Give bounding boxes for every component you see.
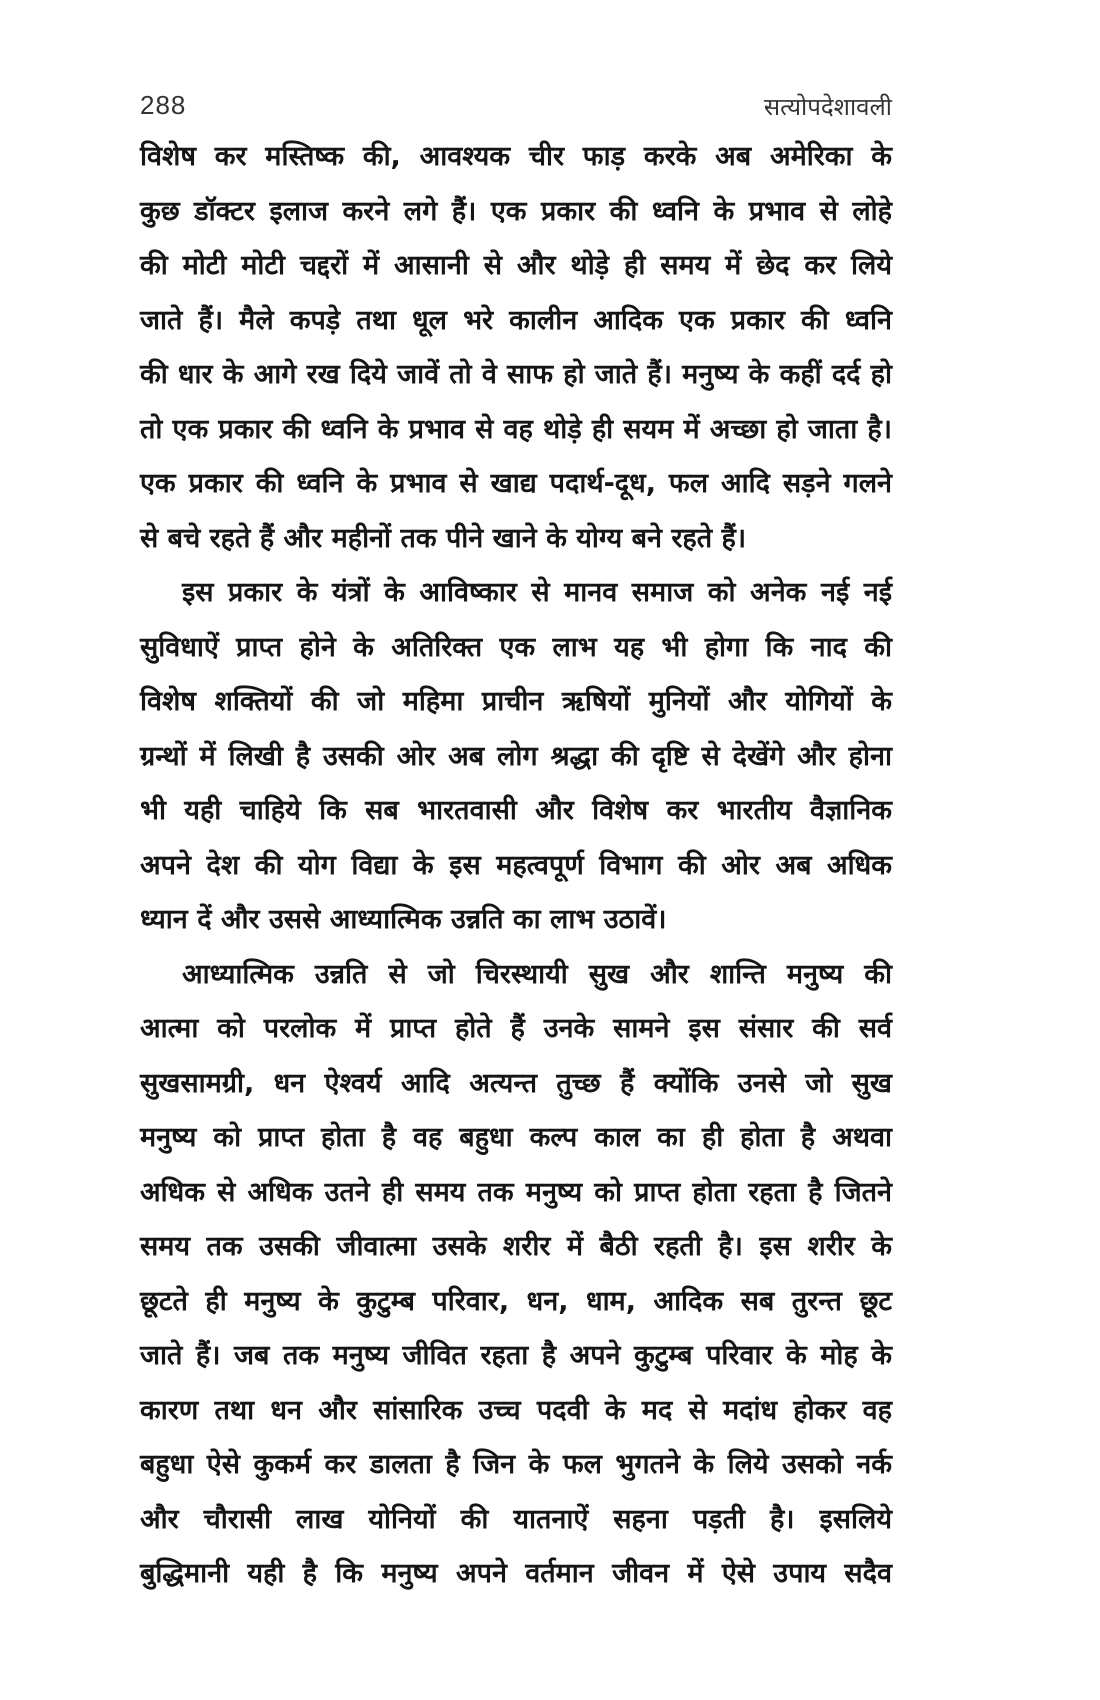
text-line: आध्यात्मिक उन्नति से जो चिरस्थायी सुख और शान्ति मनुष्य की xyxy=(182,958,892,990)
text-line: ग्रन्थों में लिखी है उसकी ओर अब लोग श्रद्धा की दृष्टि से देखेंगे और होना xyxy=(140,740,892,772)
text-line: आत्मा को परलोक में प्राप्त होते हैं उनके सामने इस संसार की सर्व xyxy=(140,1013,892,1044)
text-line: अपने देश की योग विद्या के इस महत्वपूर्ण विभाग की ओर अब अधिक xyxy=(140,849,892,881)
text-line: जाते हैं। जब तक मनुष्य जीवित रहता है अपने कुटुम्ब परिवार के मोह के xyxy=(140,1340,892,1371)
text-line: कारण तथा धन और सांसारिक उच्च पदवी के मद से मदांध होकर वह xyxy=(140,1394,892,1426)
text-line: समय तक उसकी जीवात्मा उसके शरीर में बैठी रहती है। इस शरीर के xyxy=(140,1231,892,1262)
text-line: एक प्रकार की ध्वनि के प्रभाव से खाद्य पदार्थ-दूध, फल आदि सड़ने गलने xyxy=(140,468,892,499)
text-line: छूटते ही मनुष्य के कुटुम्ब परिवार, धन, धाम, आदिक सब तुरन्त छूट xyxy=(140,1285,892,1317)
text-line: बहुधा ऐसे कुकर्म कर डालता है जिन के फल भुगतने के लिये उसको नर्क xyxy=(140,1449,892,1480)
text-line: और चौरासी लाख योनियों की यातनाऐं सहना पड़ती है। इसलिये xyxy=(140,1503,892,1535)
page-number: 288 xyxy=(140,90,187,120)
text-line: सुविधाऐं प्राप्त होने के अतिरिक्त एक लाभ यह भी होगा कि नाद की xyxy=(140,631,892,663)
text-line: ध्यान दें और उससे आध्यात्मिक उन्नति का लाभ उठावें। xyxy=(140,904,667,935)
text-line: सुखसामग्री, धन ऐश्वर्य आदि अत्यन्त तुच्छ हैं क्योंकि उनसे जो सुख xyxy=(140,1067,892,1099)
text-line: मनुष्य को प्राप्त होता है वह बहुधा कल्प काल का ही होता है अथवा xyxy=(140,1122,892,1153)
text-line: की धार के आगे रख दिये जावें तो वे साफ हो जाते हैं। मनुष्य के कहीं दर्द हो xyxy=(140,359,892,390)
running-header xyxy=(140,90,892,130)
text-line: तो एक प्रकार की ध्वनि के प्रभाव से वह थोड़े ही सयम में अच्छा हो जाता है। xyxy=(140,413,892,445)
text-line: विशेष शक्तियों की जो महिमा प्राचीन ऋषियों मुनियों और योगियों के xyxy=(140,686,892,717)
text-line: इस प्रकार के यंत्रों के आविष्कार से मानव समाज को अनेक नई नई xyxy=(182,577,892,608)
text-line: भी यही चाहिये कि सब भारतवासी और विशेष कर भारतीय वैज्ञानिक xyxy=(140,795,892,826)
paragraph xyxy=(140,948,892,1602)
text-line: जाते हैं। मैले कपड़े तथा धूल भरे कालीन आदिक एक प्रकार की ध्वनि xyxy=(140,304,892,336)
book-title: सत्योपदेशावली xyxy=(763,93,892,121)
paragraph xyxy=(140,130,892,566)
text-line: विशेष कर मस्तिष्क की, आवश्यक चीर फाड़ करके अब अमेरिका के xyxy=(140,141,892,172)
text-line: की मोटी मोटी चद्दरों में आसानी से और थोड़े ही समय में छेद कर लिये xyxy=(140,250,892,281)
text-line: अधिक से अधिक उतने ही समय तक मनुष्य को प्राप्त होता रहता है जितने xyxy=(140,1176,892,1208)
paragraph xyxy=(140,566,892,948)
text-line: बुद्धिमानी यही है कि मनुष्य अपने वर्तमान जीवन में ऐसे उपाय सदैव xyxy=(140,1558,892,1589)
text-line: कुछ डॉक्टर इलाज करने लगे हैं। एक प्रकार की ध्वनि के प्रभाव से लोहे xyxy=(140,195,892,227)
body-text xyxy=(140,130,892,1602)
text-line: से बचे रहते हैं और महीनों तक पीने खाने के योग्य बने रहते हैं। xyxy=(140,522,747,554)
